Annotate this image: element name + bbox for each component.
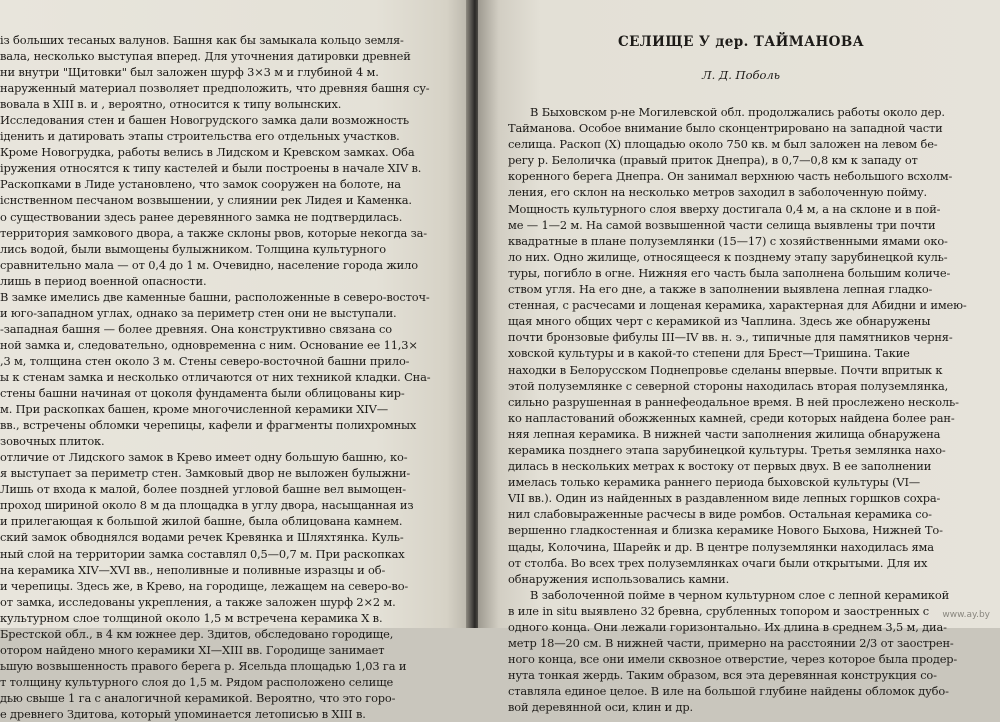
text-line: проход шириной около 8 м да площадка в углу двора, насыщанная из xyxy=(0,498,414,513)
text-line: стены башни начиная от цоколя фундамента были облицованы кир- xyxy=(0,386,405,401)
text-line: одного конца. Они лежали горизонтально. Их длина в среднем 3,5 м, диа- xyxy=(508,620,947,634)
text-line: В заболоченной пойме в черном культурном слое с лепной керамикой xyxy=(530,587,950,602)
text-line: этой полуземлянке с северной стороны находилась вторая полуземлянка, xyxy=(508,378,949,393)
text-line: дью свыше 1 га с аналогичной керамикой. Вероятно, что это горо- xyxy=(0,690,396,705)
text-line: квадратные в плане полуземлянки (15—17) с хозяйственными ямами око- xyxy=(508,233,948,248)
watermark: www.ay.by xyxy=(942,610,990,620)
text-line: ной замка и, следовательно, одновременна с ним. Основание ее 11,3× xyxy=(0,337,418,352)
text-line: ме — 1—2 м. На самой возвышенной части селища выявлены три почти xyxy=(508,217,936,232)
text-line: ный слой на территории замка составлял 0,5—0,7 м. При раскопках xyxy=(0,546,405,561)
text-line: няя лепная керамика. В нижней части заполнения жилища обнаружена xyxy=(508,426,941,441)
text-line: Раскопками в Лиде установлено, что замок сооружен на болоте, на xyxy=(0,177,401,192)
text-line: Кроме Новогрудка, работы велись в Лидском и Кревском замках. Оба xyxy=(0,145,415,160)
text-line: почти бронзовые фибулы III—IV вв. н. э., типичные для памятников черня- xyxy=(508,330,953,345)
text-line: на керамика XIV—XVI вв., неполивные и поливные изразцы и об- xyxy=(0,562,386,577)
text-line: сравнительно мала — от 0,4 до 1 м. Очевидно, население города жило xyxy=(0,257,418,272)
text-line: и черепицы. Здесь же, в Крево, на городище, лежащем на северо-во- xyxy=(0,578,409,593)
text-line: наруженный материал позволяет предположить, что древняя башня су- xyxy=(0,81,430,96)
text-line: В замке имелись две каменные башни, расположенные в северо-восточ- xyxy=(0,289,430,304)
text-line: дилась в нескольких метрах к востоку от первых двух. В ее заполнении xyxy=(508,459,932,474)
text-line: керамика позднего этапа зарубинецкой культуры. Третья землянка нахо- xyxy=(508,442,946,457)
text-line: іружения относятся к типу кастелей и были построены в начале XIV в. xyxy=(0,161,422,176)
article-text xyxy=(508,104,974,716)
text-line: вала, несколько выступая вперед. Для уточнения датировки древней xyxy=(0,49,411,64)
text-line: культурном слое толщиной около 1,5 м встречена керамика X в. xyxy=(0,610,383,625)
text-line: о существовании здесь ранее деревянного замка не подтвердилась. xyxy=(0,209,403,224)
text-line: вой деревянной оси, клин и др. xyxy=(508,700,693,715)
text-line: Исследования стен и башен Новогрудского замка дали возможность xyxy=(0,113,409,128)
text-line: нил слабовыраженные расчесы в виде ромбов. Остальная керамика со- xyxy=(508,507,932,522)
text-line: е древнего Здитова, который упоминается летописью в XIII в. xyxy=(0,706,366,721)
text-line: метр 18—20 см. В нижней части, примерно на расстоянии 2/3 от заострен- xyxy=(508,636,954,651)
text-line: ы к стенам замка и несколько отличаются от них техникой кладки. Сна- xyxy=(0,369,431,384)
text-line: лишь в период военной опасности. xyxy=(0,273,207,288)
text-line: щая много общих черт с керамикой из Чаплина. Здесь же обнаружены xyxy=(508,314,931,329)
text-line: ,3 м, толщина стен около 3 м. Стены северо-восточной башни прило- xyxy=(0,353,410,368)
text-line: сильно разрушенная в раннефеодальное время. В ней прослежено несколь- xyxy=(508,394,959,409)
text-line: Тайманова. Особое внимание было сконцентрировано на западной части xyxy=(508,121,943,136)
text-line: В Быховском р-не Могилевской обл. продолжались работы около дер. xyxy=(530,105,945,119)
text-line: ством угля. На его дне, а также в заполнении выявлена лепная гладко- xyxy=(508,282,933,297)
text-line: имелась только керамика раннего периода быховской культуры (VI— xyxy=(508,475,921,490)
text-line: існственном песчаном возвышении, у слиянии рек Лидея и Каменка. xyxy=(0,193,412,208)
text-line: м. При раскопках башен, кроме многочисленной керамики XIV— xyxy=(0,402,388,417)
text-line: и прилегающая к большой жилой башне, была облицована камнем. xyxy=(0,514,403,529)
text-line: территория замкового двора, а также склоны рвов, которые некогда за- xyxy=(0,225,427,240)
text-line: іденить и датировать этапы строительства его отдельных участков. xyxy=(0,129,400,144)
text-line: Лишь от входа к малой, более поздней угловой башне вел вымощен- xyxy=(0,482,406,497)
text-line: -западная башня — более древняя. Она конструктивно связана со xyxy=(0,321,392,336)
text-line: щады, Колочина, Шарейк и др. В центре полуземлянки находилась яма xyxy=(508,539,934,554)
text-line: VII вв.). Один из найденных в раздавленном виде лепных горшков сохра- xyxy=(508,491,941,506)
text-line: отором найдено много керамики XI—XIII вв. Городище занимает xyxy=(0,642,385,657)
text-line: т толщину культурного слоя до 1,5 м. Рядом расположено селище xyxy=(0,674,394,689)
left-page xyxy=(0,0,470,721)
text-line: стенная, с расчесами и лощеная керамика, характерная для Абидни и имею- xyxy=(508,298,967,313)
text-line: вв., встречены обломки черепицы, кафели и фрагменты полихромных xyxy=(0,418,417,433)
text-line: ко напластований обожженных камней, среди которых найдена более ран- xyxy=(508,410,955,425)
text-line: ного конца, все они имели сквозное отверстие, через которое была продер- xyxy=(508,652,958,667)
text-line: Мощность культурного слоя вверху достигала 0,4 м, а на склоне и в пой- xyxy=(508,201,941,216)
text-line: находки в Белорусском Поднепровье сделаны впервые. Почти впритык к xyxy=(508,362,943,377)
text-line: ло них. Одно жилище, относящееся к позднему этапу зарубинецкой куль- xyxy=(508,249,948,264)
text-line: ни внутри "Щитовки" был заложен шурф 3×3 м и глубиной 4 м. xyxy=(0,65,379,80)
text-line: ставляла единое целое. В иле на большой глубине найдены обломок дубо- xyxy=(508,684,949,699)
text-line: ховской культуры и в какой-то степени для Брест—Тришина. Такие xyxy=(508,346,910,361)
text-line: ьшую возвышенность правого берега р. Ясельда площадью 1,03 га и xyxy=(0,658,407,673)
text-line: отличие от Лидского замок в Крево имеет одну большую башню, ко- xyxy=(0,450,408,465)
left-page-text xyxy=(0,32,440,722)
article-author: Л. Д. Поболь xyxy=(701,68,781,82)
text-line: ский замок обводнялся водами речек Кревянка и Шляхтянка. Куль- xyxy=(0,530,404,545)
article xyxy=(508,34,974,716)
text-line: вовала в XIII в. и , вероятно, относится к типу волынских. xyxy=(0,97,342,112)
article-title: СЕЛИЩЕ У дер. ТАЙМАНОВА xyxy=(617,34,865,50)
text-line: я выступает за периметр стен. Замковый двор не выложен булыжни- xyxy=(0,466,411,481)
text-line: селища. Раскоп (X) площадью около 750 кв. м был заложен на левом бе- xyxy=(508,137,938,152)
text-line: коренного берега Днепра. Он занимал верхнюю часть небольшого всхолм- xyxy=(508,169,953,184)
text-line: лись водой, были вымощены булыжником. Толщина культурного xyxy=(0,241,386,256)
text-line: нута тонкая жердь. Таким образом, вся эта деревянная конструкция со- xyxy=(508,668,937,683)
text-line: вершенно гладкостенная и близка керамике Нового Быхова, Нижней То- xyxy=(508,523,943,538)
text-line: и юго-западном углах, однако за периметр стен они не выступали. xyxy=(0,305,397,320)
text-line: зовочных плиток. xyxy=(0,434,105,449)
text-line: от замка, исследованы укрепления, а также заложен шурф 2×2 м. xyxy=(0,594,396,609)
text-line: регу р. Белоличка (правый приток Днепра), в 0,7—0,8 км к западу от xyxy=(508,153,918,168)
text-line: от столба. Во всех трех полуземлянках очаги были открытыми. Для их xyxy=(508,555,928,570)
text-line: із больших тесаных валунов. Башня как бы замыкала кольцо земля- xyxy=(0,33,404,47)
text-line: туры, погибло в огне. Нижняя его часть была заполнена большим количе- xyxy=(508,265,951,280)
text-line: Брестской обл., в 4 км южнее дер. Здитов, обследовано городище, xyxy=(0,626,394,641)
text-line: ления, его склон на несколько метров заходил в заболоченную пойму. xyxy=(508,185,928,200)
text-line: в иле in situ выявлено 32 бревна, срубленных топором и заостренных с xyxy=(508,603,930,618)
text-line: обнаружения использовались камни. xyxy=(508,571,730,586)
right-page xyxy=(478,0,1000,715)
